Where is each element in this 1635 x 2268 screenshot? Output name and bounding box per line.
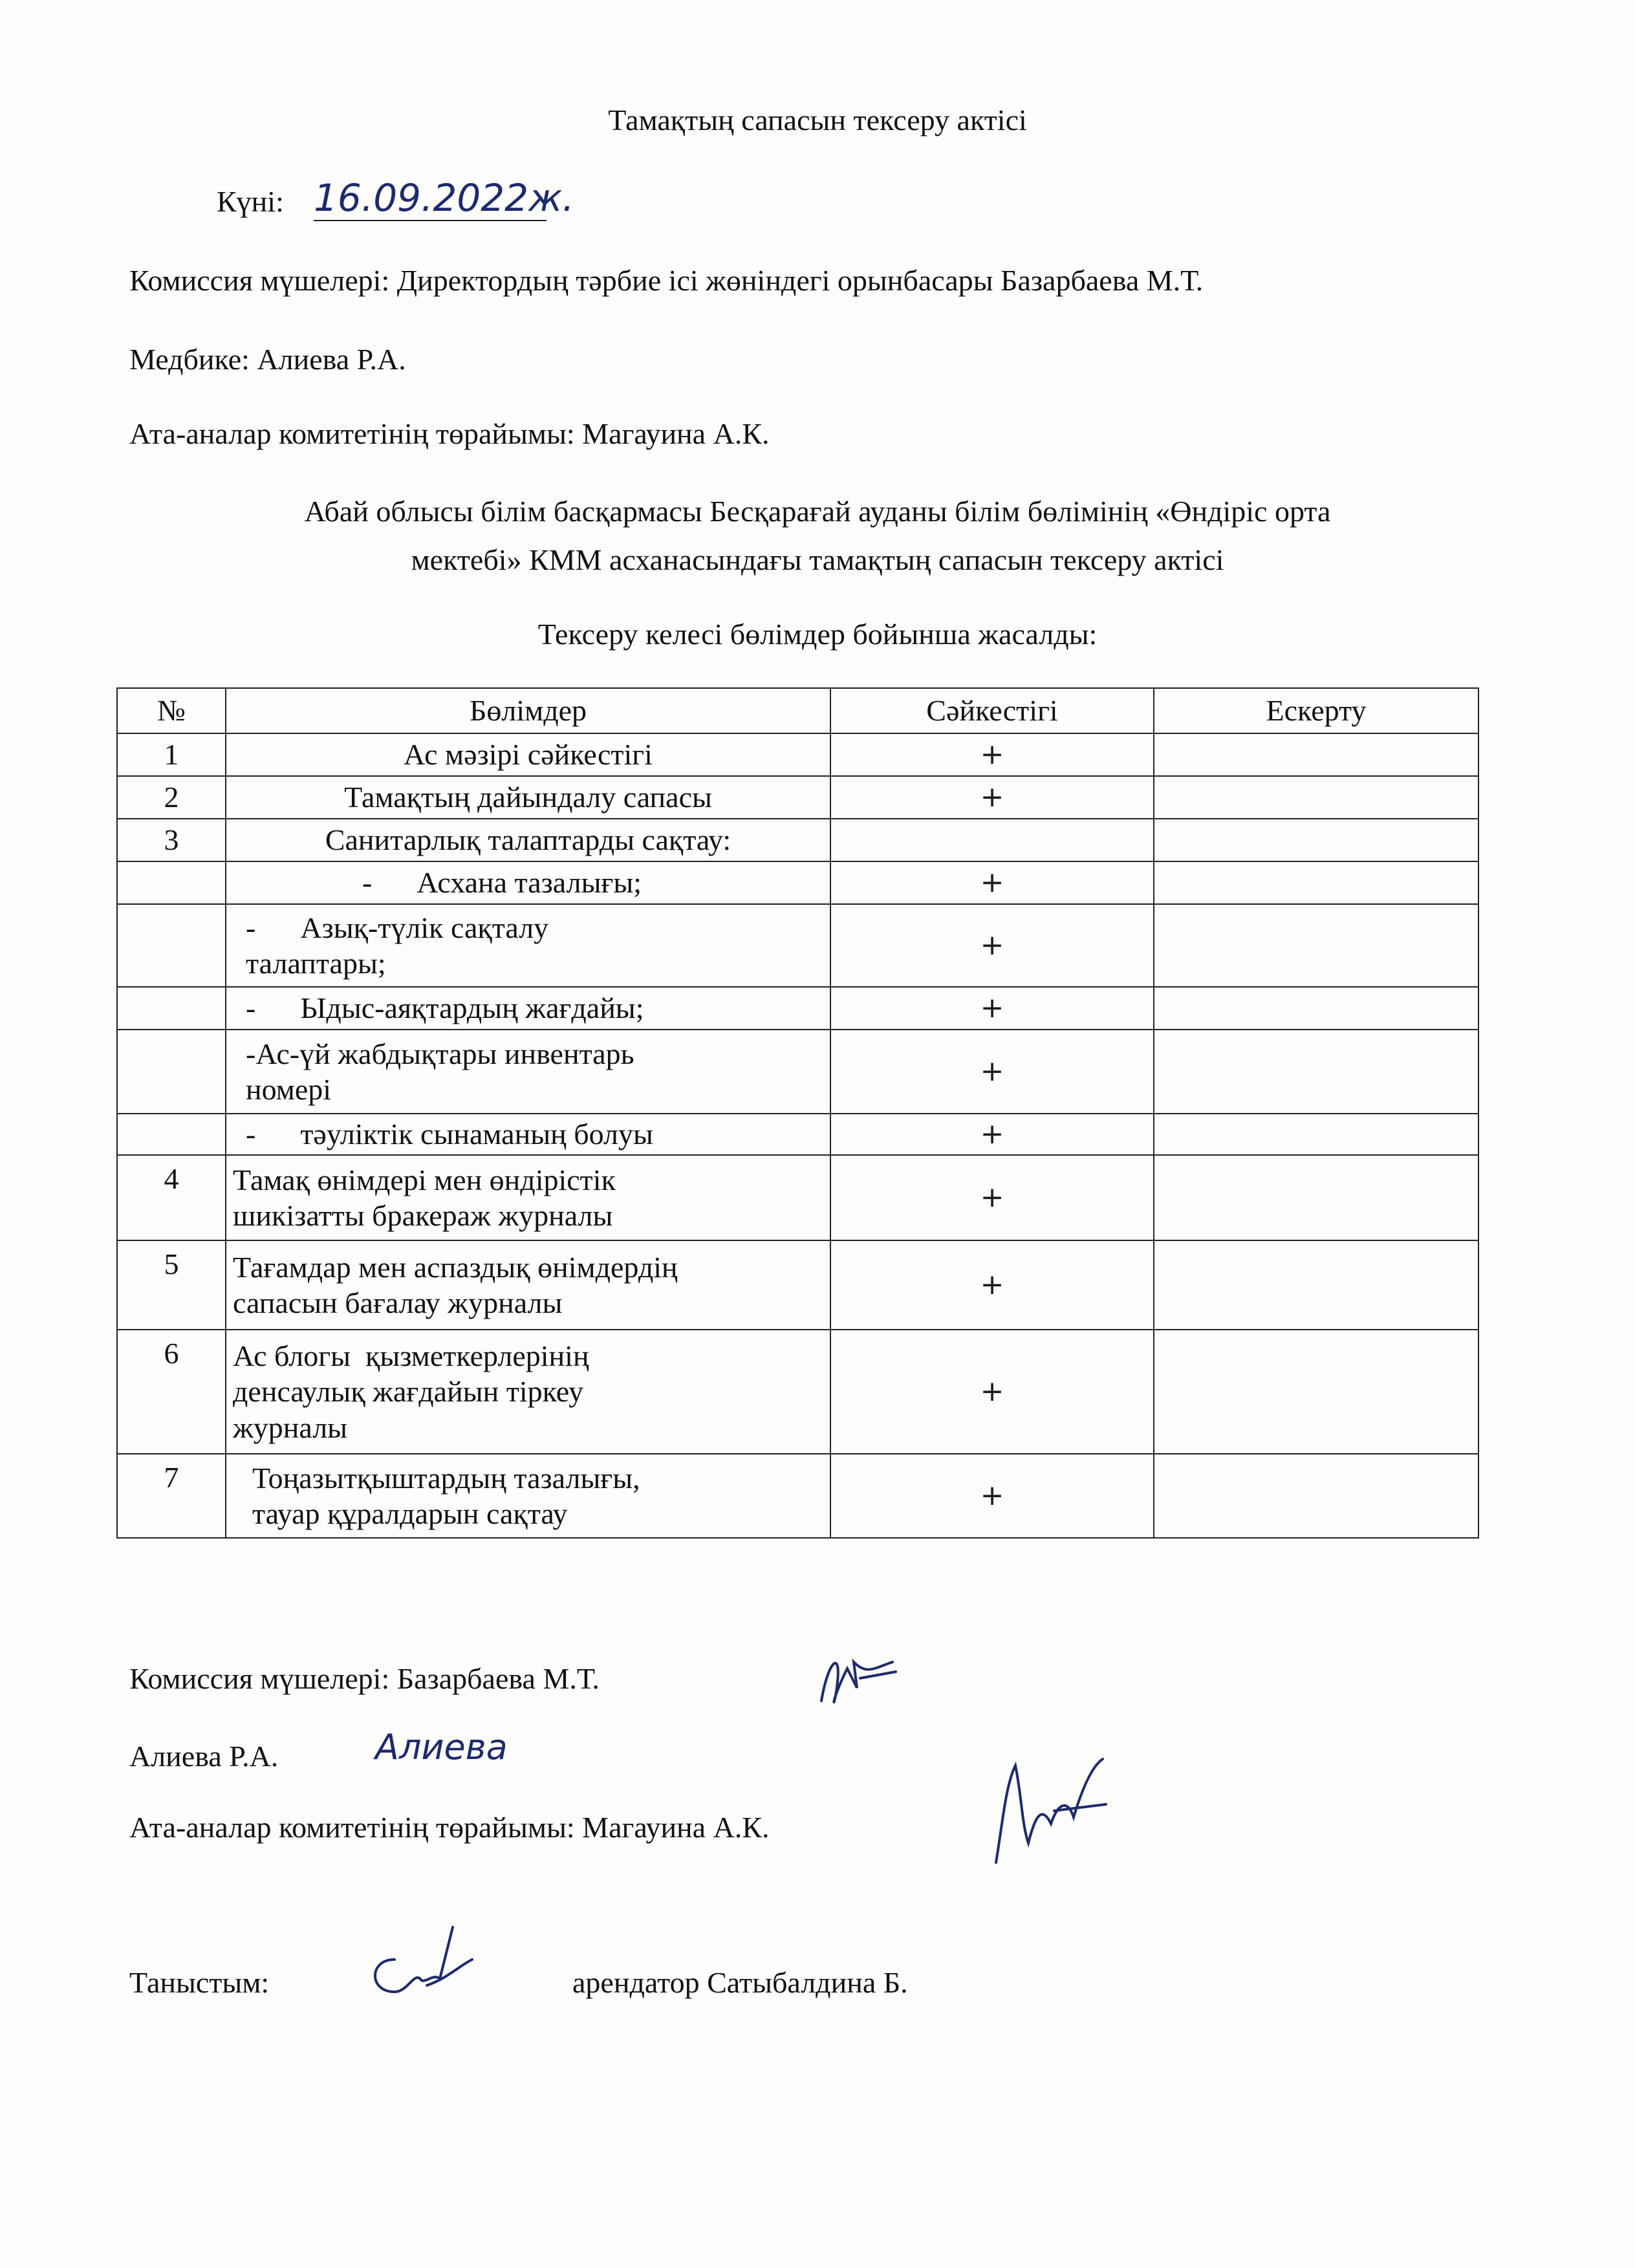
table-row (117, 1454, 1478, 1538)
signature-tenant-mark (356, 1914, 485, 2018)
row-note (1154, 1454, 1478, 1538)
row-section: Санитарлық талаптарды сақтау: (226, 819, 830, 861)
row-note (1154, 987, 1478, 1030)
row-note (1154, 819, 1478, 861)
table-row (117, 861, 1478, 904)
row-mark: + (830, 904, 1154, 987)
tenant-line: арендатор Сатыбалдина Б. (572, 1966, 908, 1999)
row-section: - Азық-түлік сақталу талаптары; (226, 904, 830, 987)
row-mark (830, 819, 1154, 861)
nurse-line: Медбике: Алиева Р.А. (129, 343, 406, 376)
intro-line-2: мектебі» КММ асханасындағы тамақтың сапасын тексеру актісі (411, 543, 1224, 576)
row-mark: + (830, 861, 1154, 904)
row-mark: + (830, 1155, 1154, 1240)
table-row (117, 1155, 1478, 1240)
row-note (1154, 1114, 1478, 1155)
row-section: Ас мәзірі сәйкестігі (226, 733, 830, 776)
row-number: 3 (117, 819, 226, 861)
date-value: 16.09.2022ж. (314, 176, 574, 220)
table-row (117, 1030, 1478, 1114)
acknowledged-label: Таныстым: (129, 1966, 270, 1999)
row-note (1154, 904, 1478, 987)
table-row (117, 1240, 1478, 1330)
row-mark: + (830, 1454, 1154, 1538)
row-note (1154, 1240, 1478, 1330)
header-compliance: Сәйкестігі (830, 688, 1154, 733)
header-note: Ескерту (1154, 688, 1478, 733)
row-number (117, 904, 226, 987)
signature-nurse: Алиева Р.А. (129, 1740, 279, 1773)
row-number (117, 861, 226, 904)
row-number: 7 (117, 1454, 226, 1538)
row-note (1154, 1330, 1478, 1454)
signature-commission: Комиссия мүшелері: Базарбаева М.Т. (129, 1662, 600, 1695)
row-mark: + (830, 1030, 1154, 1114)
row-number: 6 (117, 1330, 226, 1454)
row-number: 1 (117, 733, 226, 776)
header-sections: Бөлімдер (226, 688, 830, 733)
row-mark: + (830, 776, 1154, 819)
row-section: -Ас-үй жабдықтары инвентарь номері (226, 1030, 830, 1114)
row-mark: + (830, 1114, 1154, 1155)
table-row (117, 987, 1478, 1030)
table-row (117, 776, 1478, 819)
row-number (117, 987, 226, 1030)
commission-members: Комиссия мүшелері: Директордың тәрбие ісі жөніндегі орынбасары Базарбаева М.Т. (129, 264, 1204, 297)
row-section: Тоңазытқыштардың тазалығы, тауар құралдарын сақтау (226, 1454, 830, 1538)
row-mark: + (830, 733, 1154, 776)
row-section: Тамақтың дайындалу сапасы (226, 776, 830, 819)
row-section: - Асхана тазалығы; (226, 861, 830, 904)
table-row (117, 1114, 1478, 1155)
date-underline (314, 220, 547, 221)
row-section: - тәуліктік сынаманың болуы (226, 1114, 830, 1155)
row-mark: + (830, 1240, 1154, 1330)
table-row (117, 904, 1478, 987)
row-note (1154, 733, 1478, 776)
intro-line-1: Абай облысы білім басқармасы Бесқарағай ауданы білім бөлімінің «Өндіріс орта (304, 495, 1331, 528)
intro-line-3: Тексеру келесі бөлімдер бойынша жасалды: (537, 618, 1098, 651)
row-section: Тамақ өнімдері мен өндірістік шикізатты бракераж журналы (226, 1155, 830, 1240)
row-section: Тағамдар мен аспаздық өнімдердің сапасын бағалау журналы (226, 1240, 830, 1330)
row-number (117, 1114, 226, 1155)
row-note (1154, 1155, 1478, 1240)
row-note (1154, 861, 1478, 904)
signature-parents-chair-mark (977, 1746, 1119, 1875)
row-section: Ас блогы қызметкерлерінің денсаулық жағдайын тіркеу журналы (226, 1330, 830, 1454)
row-section: - Ыдыс-аяқтардың жағдайы; (226, 987, 830, 1030)
table-header-row (117, 688, 1478, 733)
table-row (117, 733, 1478, 776)
signature-commission-mark (808, 1643, 905, 1714)
document-title: Тамақтың сапасын тексеру актісі (608, 103, 1027, 136)
row-number (117, 1030, 226, 1114)
parents-chair-line: Ата-аналар комитетінің төрайымы: Магауина А.К. (129, 417, 770, 450)
date-label: Күні: (217, 185, 284, 218)
row-note (1154, 1030, 1478, 1114)
header-number: № (117, 688, 226, 733)
row-mark: + (830, 1330, 1154, 1454)
inspection-table (116, 687, 1479, 1539)
table-row (117, 819, 1478, 861)
signature-parents-chair: Ата-аналар комитетінің төрайымы: Магауина А.К. (129, 1811, 770, 1844)
row-number: 5 (117, 1240, 226, 1330)
row-number: 4 (117, 1155, 226, 1240)
signature-nurse-handwritten: Алиева (375, 1727, 508, 1767)
row-mark: + (830, 987, 1154, 1030)
row-number: 2 (117, 776, 226, 819)
table-row (117, 1330, 1478, 1454)
row-note (1154, 776, 1478, 819)
